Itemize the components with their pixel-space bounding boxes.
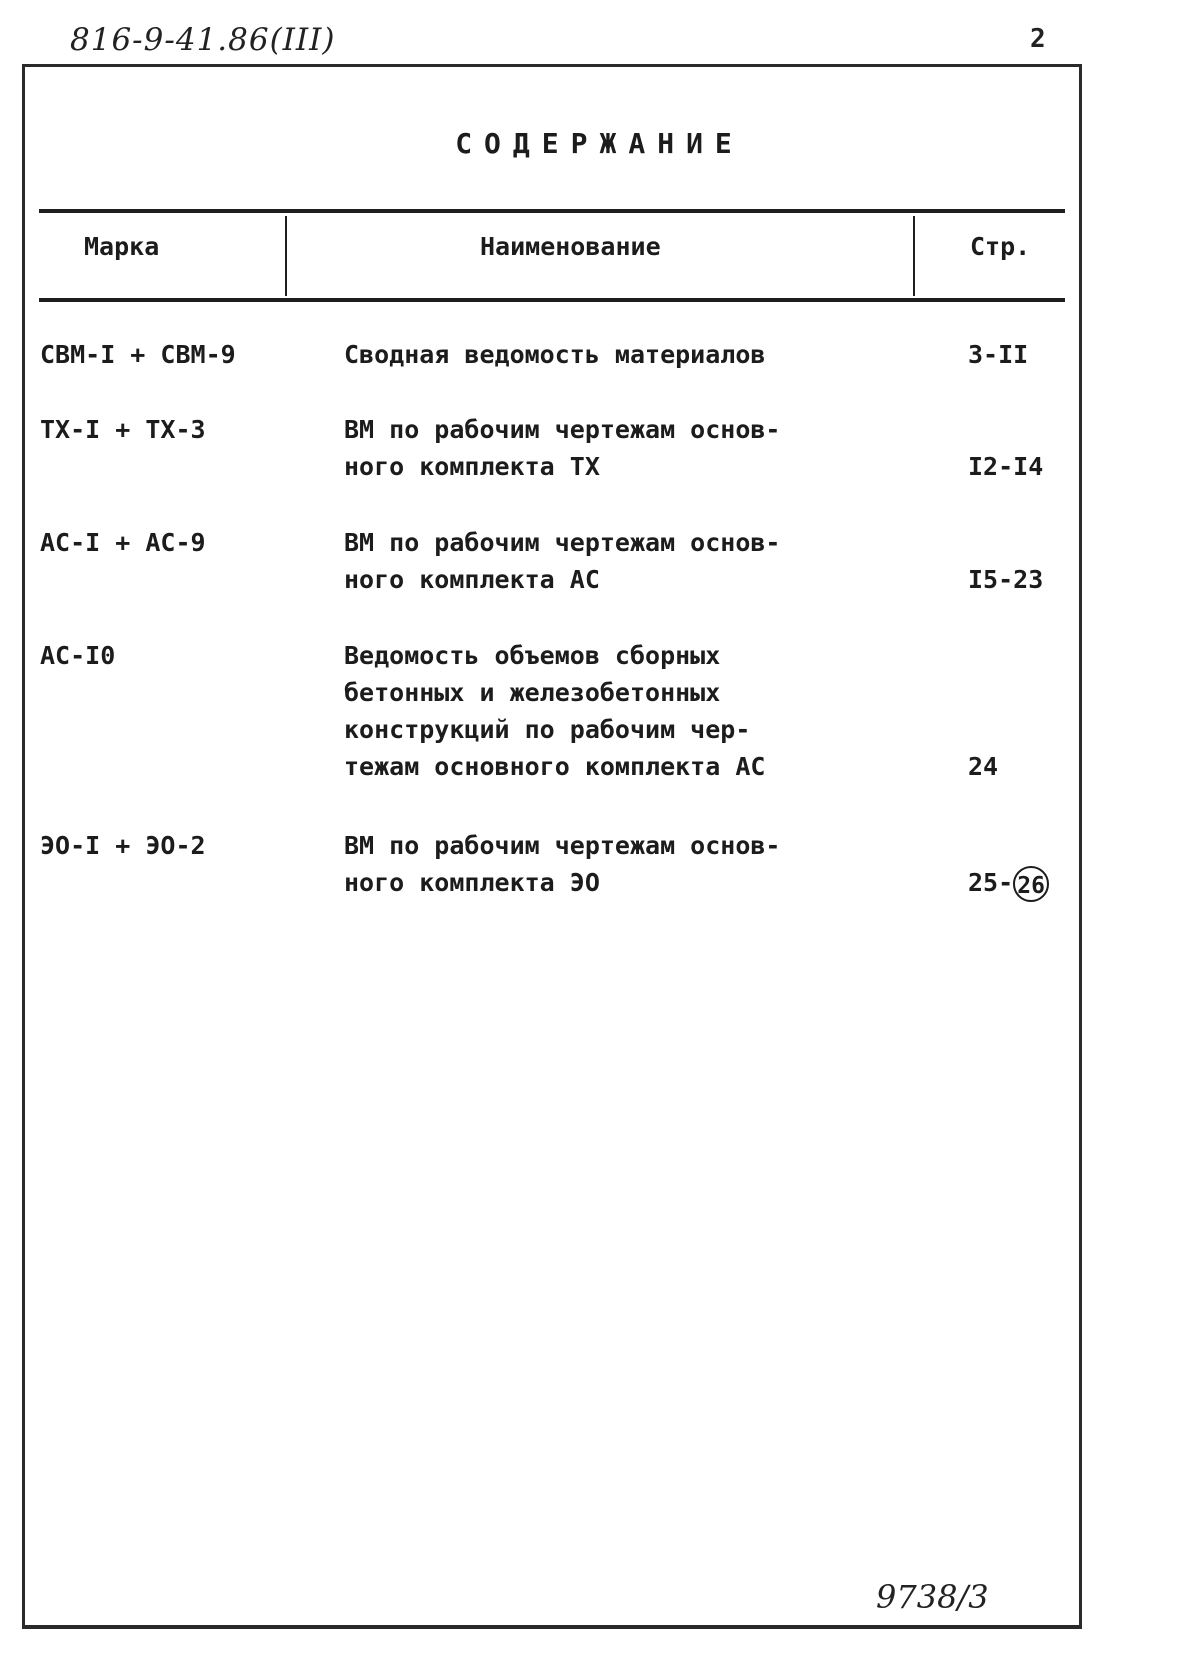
row-name bbox=[344, 827, 781, 901]
row-name bbox=[344, 637, 765, 785]
column-divider bbox=[913, 216, 915, 296]
row-name-line: ного комплекта ЭО bbox=[344, 868, 600, 897]
row-page: 3-II bbox=[968, 340, 1029, 369]
row-name bbox=[344, 524, 781, 598]
row-mark: АС-I + АС-9 bbox=[40, 528, 206, 557]
row-name-line: тежам основного комплекта АС bbox=[344, 752, 766, 781]
row-name-line: бетонных и железобетонных bbox=[344, 678, 721, 707]
circled-page-number: 26 bbox=[1013, 866, 1049, 902]
page-number: 2 bbox=[1030, 24, 1046, 54]
row-name-line: ВМ по рабочим чертежам основ- bbox=[344, 528, 781, 557]
row-name-line: Сводная ведомость материалов bbox=[344, 340, 766, 369]
row-page: I2-I4 bbox=[968, 452, 1044, 481]
table-header-rule bbox=[39, 298, 1065, 302]
row-name-line: ВМ по рабочим чертежам основ- bbox=[344, 831, 781, 860]
column-divider bbox=[285, 216, 287, 296]
column-header-mark: Марка bbox=[84, 232, 160, 261]
row-name-line: конструкций по рабочим чер- bbox=[344, 715, 751, 744]
row-mark: ЭО-I + ЭО-2 bbox=[40, 831, 206, 860]
row-mark: АС-I0 bbox=[40, 641, 116, 670]
inventory-stamp: 9738/3 bbox=[876, 1578, 989, 1616]
row-name bbox=[344, 336, 765, 373]
column-header-name: Наименование bbox=[480, 232, 661, 261]
row-mark: СВМ-I + СВМ-9 bbox=[40, 340, 236, 369]
row-name-line: ВМ по рабочим чертежам основ- bbox=[344, 415, 781, 444]
table-top-rule bbox=[39, 209, 1065, 213]
row-name-line: Ведомость объемов сборных bbox=[344, 641, 721, 670]
document-code: 816-9-41.86(III) bbox=[70, 22, 336, 58]
row-page bbox=[968, 864, 1049, 902]
row-page: 24 bbox=[968, 752, 999, 781]
row-name-line: ного комплекта АС bbox=[344, 565, 600, 594]
page-title: СОДЕРЖАНИЕ bbox=[455, 127, 744, 160]
row-page-prefix: 25- bbox=[968, 868, 1014, 897]
row-name-line: ного комплекта ТХ bbox=[344, 452, 600, 481]
row-page: I5-23 bbox=[968, 565, 1044, 594]
column-header-page: Стр. bbox=[970, 232, 1031, 261]
row-mark: ТХ-I + ТХ-3 bbox=[40, 415, 206, 444]
row-name bbox=[344, 411, 781, 485]
